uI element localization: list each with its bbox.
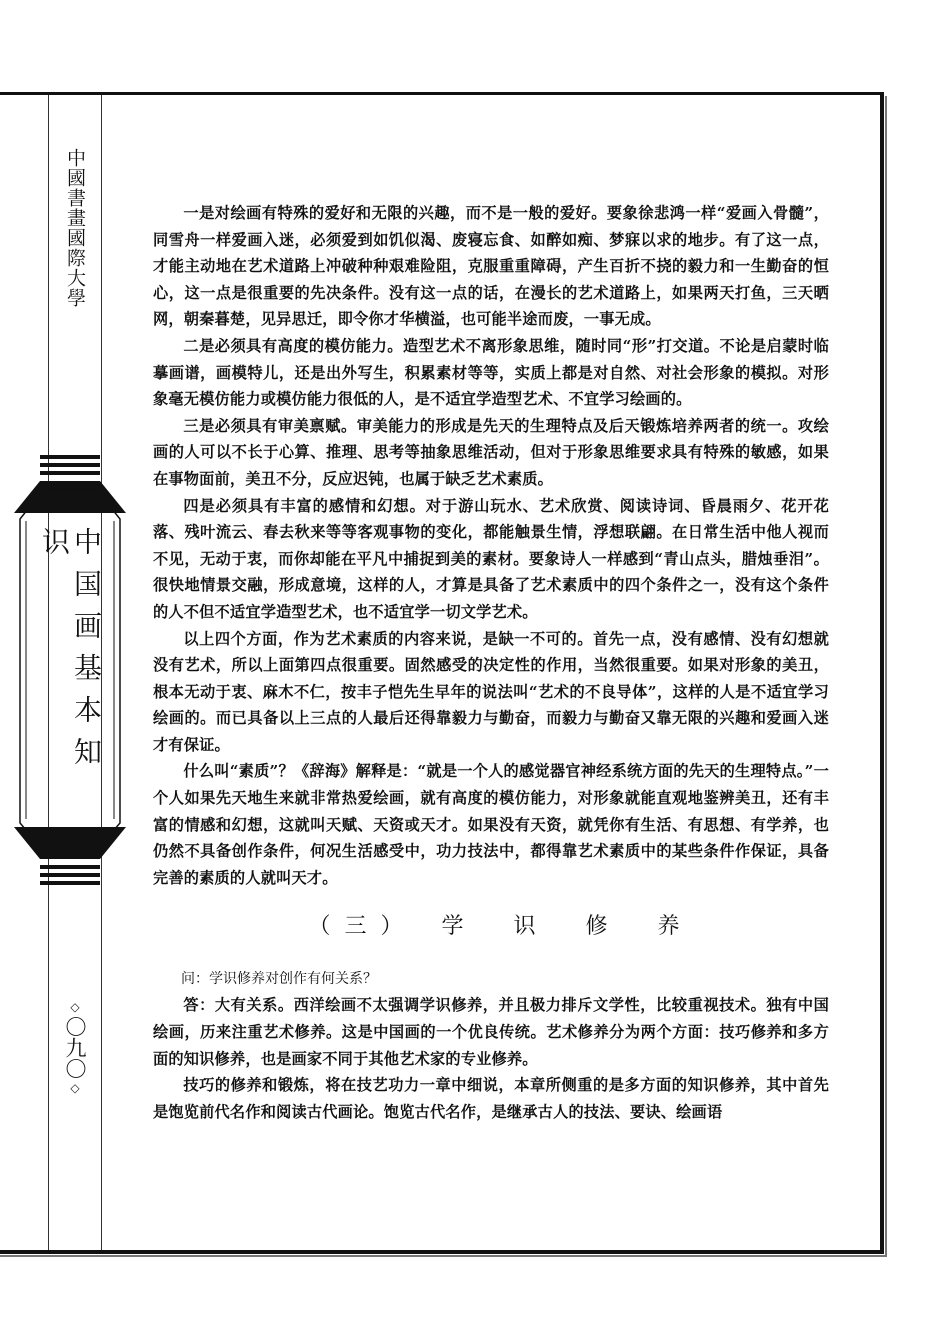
diamond-ornament-bottom: ◇ — [70, 1081, 80, 1095]
paragraph: 技巧的修养和锻炼，将在技艺功力一章中细说，本章所侧重的是多方面的知识修养，其中首先是饱览前代名作和阅读古代画论。饱览古代名作，是继承古人的技法、要诀、绘画语 — [153, 1076, 829, 1121]
frame-right-border — [880, 92, 884, 1254]
paragraph: 二是必须具有高度的模仿能力。造型艺术不离形象思维，随时同“形”打交道。不论是启蒙时临摹画谱，画模特儿，还是出外写生，积累素材等等，实质上都是对自然、对社会形象的模拟。对形象毫无模仿能力或模仿能力很低的人，是不适宜学造型艺术、不宜学习绘画的。 — [153, 336, 829, 409]
question-line: 问：学识修养对创作有何关系？ — [181, 971, 377, 988]
book-title — [14, 527, 126, 817]
diamond-ornament-top: ◇ — [70, 1000, 80, 1014]
page-number: 〇九〇 — [63, 1016, 87, 1079]
frame-top-border — [0, 92, 884, 95]
book-title-text: 中国画基本知识 — [38, 527, 103, 779]
frame-shadow-right — [885, 96, 887, 1256]
paragraph: 四是必须具有丰富的感情和幻想。对于游山玩水、艺术欣赏、阅读诗词、昏晨雨夕、花开花落、残叶流云、春去秋来等等客观事物的变化，都能触景生情，浮想联翩。在日常生活中他人视而不见，无动于衷，而你却能在平凡中捕捉到美的素材。要象诗人一样感到“青山点头，腊烛垂泪”。很快地情景交融，形成意境，这样的人，才算是具备了艺术素质中的四个条件之一，没有这个条件的人不但不适宜学造型艺术，也不适宜学一切文学艺术。 — [153, 496, 829, 621]
paragraph: 一是对绘画有特殊的爱好和无限的兴趣，而不是一般的爱好。要象徐悲鸿一样“爱画入骨髓”，同雪舟一样爱画入迷，必须爱到如饥似渴、废寝忘食、如醉如痴、梦寐以求的地步。有了这一点，才能主动地在艺术道路上冲破种种艰难险阻，克服重重障碍，产生百折不挠的毅力和一生勤奋的恒心，这一点是很重要的先决条件。没有这一点的话，在漫长的艺术道路上，如果两天打鱼，三天晒网，朝秦暮楚，见异思迁，即令你才华横溢，也可能半途而废，一事无成。 — [153, 204, 829, 329]
main-text — [153, 200, 829, 1125]
frame-bottom-border — [0, 1250, 884, 1254]
frame-shadow-bottom — [0, 1255, 887, 1257]
book-title-cartouche — [14, 455, 126, 885]
paragraph: 以上四个方面，作为艺术素质的内容来说，是缺一不可的。首先一点，没有感情、没有幻想就没有艺术，所以上面第四点很重要。固然感受的决定性的作用，当然很重要。如果对形象的美丑，根本无动于衷、麻木不仁，按丰子恺先生早年的说法叫“艺术的不良导体”，这样的人是不适宜学习绘画的。而已具备以上三点的人最后还得靠毅力与勤奋，而毅力与勤奋又靠无限的兴趣和爱画入迷才有保证。 — [153, 629, 829, 754]
paragraph: 三是必须具有审美禀赋。审美能力的形成是先天的生理特点及后天锻炼培养两者的统一。攻绘画的人可以不长于心算、推理、思考等抽象思维活动，但对于形象思维要求具有特殊的敏感，如果在事物面前，美丑不分，反应迟钝，也属于缺乏艺术素质。 — [153, 416, 829, 488]
university-name — [49, 148, 101, 378]
page-number-block — [49, 1000, 101, 1140]
paragraph: 什么叫“素质”？《辞海》解释是：“就是一个人的感觉器官神经系统方面的先天的生理特点。”一个人如果先天地生来就非常热爱绘画，就有高度的模仿能力，对形象就能直观地鉴辨美丑，还有丰富的情感和幻想，这就叫天赋、天资或天才。如果没有天资，就凭你有生活、有思想、有学养，也仍然不具备创作条件，何况生活感受中，功力技法中，都得靠艺术素质中的某些条件作保证，具备完善的素质的人就叫天才。 — [153, 762, 829, 887]
section-heading: （三） 学 识 修 养 — [308, 914, 694, 940]
paragraph: 答：大有关系。西洋绘画不太强调学识修养，并且极力排斥文学性，比较重视技术。独有中国绘画，历来注重艺术修养。这是中国画的一个优良传统。艺术修养分为两个方面：技巧修养和多方面的知识修养，也是画家不同于其他艺术家的专业修养。 — [153, 996, 829, 1068]
university-name-text: 中國書畫國際大學 — [64, 148, 86, 308]
